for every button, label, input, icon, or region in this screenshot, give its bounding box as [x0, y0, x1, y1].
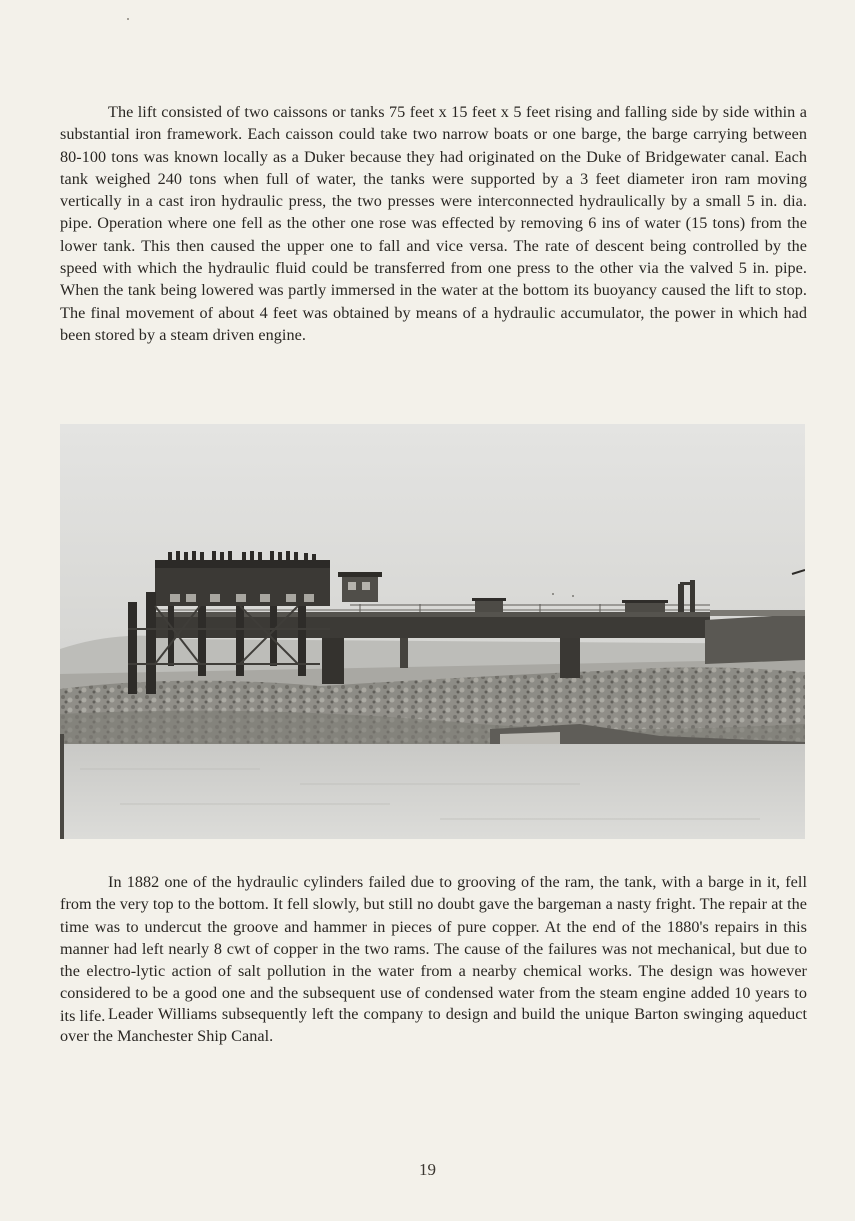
paragraph-1882-failure: In 1882 one of the hydraulic cylinders failed due to grooving of the ram, the tank, with a barge in it, fell from the very top to the bottom. It fell slowly, but still no doubt gave the bargeman a nasty fright. The repair at the time was to undercut the groove and hammer in pieces of pure copper. At the end of the 1880's repairs in this manner had left nearly 8 cwt of copper in the two rams. The cause of the failures was not mechanical, but due to the electro-lytic action of salt pollution in the water from a nearby chemical works. The design was however considered to be a good one and the subsequent use of condensed water from the steam engine added 10 years to its life. [60, 873, 807, 1025]
print-speck [127, 18, 129, 20]
boat-lift-photograph [60, 424, 805, 839]
page-number: 19 [419, 1160, 436, 1179]
paragraph-lift-description: The lift consisted of two caissons or tanks 75 feet x 15 feet x 5 feet rising and falling side by side within a substantial iron framework. Each caisson could take two narrow boats or one barge, the barge carrying between 80-100 tons was known locally as a Duker because they had originated on the Duke of Bridgewater canal. Each tank weighed 240 tons when full of water, the tanks were supported by a 3 feet diameter iron ram moving vertically in a cast iron hydraulic press, the two presses were interconnected hydraulically by a small 5 in. dia. pipe. Operation where one fell as the other one rose was effected by removing 6 ins of water (15 tons) from the lower tank. This then caused the upper one to fall and vice versa. The rate of descent being controlled by the speed with which the hydraulic fluid could be transferred from one press to the other via the valved 5 in. pipe. When the tank being lowered was partly immersed in the water at the bottom its buoyancy caused the lift to stop. The final movement of about 4 feet was obtained by means of a hydraulic accumulator, the power in which had been stored by a steam driven engine. [60, 103, 807, 344]
paragraph-leader-williams: Leader Williams subsequently left the company to design and build the unique Barton swinging aqueduct over the Manchester Ship Canal. [60, 1005, 807, 1046]
